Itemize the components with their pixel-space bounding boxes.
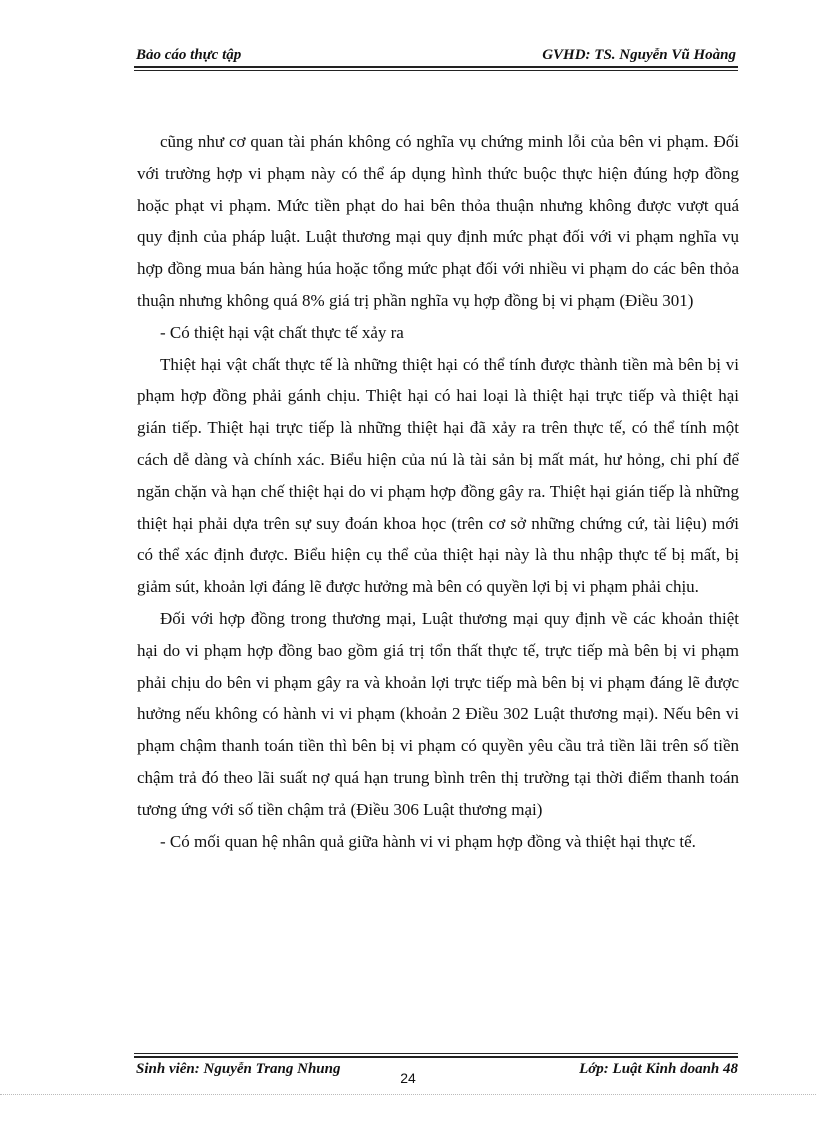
page-number: 24: [400, 1070, 416, 1086]
footer-class: Lớp: Luật Kinh doanh 48: [579, 1061, 738, 1077]
header-supervisor: GVHD: TS. Nguyễn Vũ Hoàng: [542, 47, 736, 63]
paragraph: - Có mối quan hệ nhân quả giữa hành vi vi phạm hợp đồng và thiệt hại thực tế.: [160, 831, 696, 851]
paragraph: Thiệt hại vật chất thực tế là những thiệt hại có thể tính được thành tiền mà bên bị vi phạm hợp đồng phải gánh chịu. Thiệt hại có hai loại là thiệt hại trực tiếp và thiệt hại gián tiếp. Thiệt hại trực tiếp là những thiệt hại đã xảy ra trên thực tế, có thể tính một cách dễ dàng và chính xác. Biểu hiện của nú là tài sản bị mất mát, hư hỏng, chi phí để ngăn chặn và hạn chế thiệt hại do vi phạm hợp đồng gây ra. Thiệt hại gián tiếp là những thiệt hại phải dựa trên sự suy đoán khoa học (trên cơ sở những chứng cứ, tài liệu) mới có thể xác định được. Biểu hiện cụ thể của thiệt hại này là thu nhập thực tế bị mất, bị giảm sút, khoản lợi đáng lẽ được hưởng mà bên có quyền lợi bị vi phạm phải chịu.: [137, 354, 739, 597]
header-report-title: Bảo cáo thực tập: [136, 47, 242, 63]
footer-rule: [134, 1056, 738, 1058]
paragraph: cũng như cơ quan tài phán không có nghĩa vụ chứng minh lỗi của bên vi phạm. Đối với trường hợp vi phạm này có thể áp dụng hình thức buộc thực hiện đúng hợp đồng hoặc phạt vi phạm. Mức tiền phạt do hai bên thỏa thuận nhưng không được vượt quá quy định của pháp luật. Luật thương mại quy định mức phạt đối với vi phạm nghĩa vụ hợp đồng mua bán hàng húa hoặc tổng mức phạt đối với nhiều vi phạm do các bên thỏa thuận nhưng không quá 8% giá trị phần nghĩa vụ hợp đồng bị vi phạm (Điều 301): [137, 132, 739, 310]
footer-rule-thin: [134, 1053, 738, 1054]
header-rule-thin: [134, 70, 738, 71]
paragraph: - Có thiệt hại vật chất thực tế xảy ra: [160, 322, 404, 342]
paragraph: Đối với hợp đồng trong thương mại, Luật thương mại quy định về các khoản thiệt hại do vi phạm hợp đồng bao gồm giá trị tổn thất thực tế, trực tiếp mà bên bị vi phạm phải chịu do bên vi phạm gây ra và khoản lợi trực tiếp mà bên bị vi phạm đáng lẽ được hưởng nếu không có hành vi vi phạm (khoản 2 Điều 302 Luật thương mại). Nếu bên vi phạm chậm thanh toán tiền thì bên bị vi phạm có quyền yêu cầu trả tiền lãi trên số tiền chậm trả đó theo lãi suất nợ quá hạn trung bình trên thị trường tại thời điểm thanh toán tương ứng với số tiền chậm trả (Điều 306 Luật thương mại): [137, 608, 739, 819]
header-rule: [134, 66, 738, 68]
page-bottom-divider: [0, 1094, 816, 1095]
footer-student-name: Sinh viên: Nguyễn Trang Nhung: [136, 1061, 341, 1077]
page-header: [134, 44, 738, 66]
document-body: [137, 126, 739, 857]
